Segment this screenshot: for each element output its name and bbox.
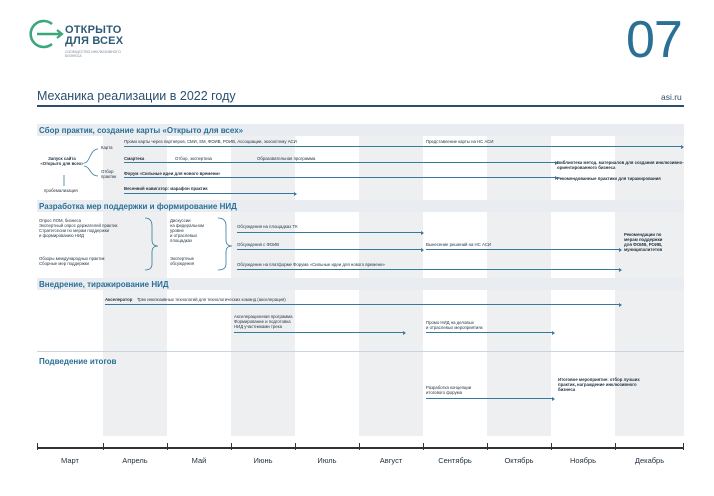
smartek-label: Смартека [124, 156, 145, 161]
final-line1: Итоговое мероприятие: отбор лучших [558, 377, 640, 382]
promo-nid-arrow [426, 332, 553, 333]
s2-col1-line1: Опрос ЛОМ, бизнеса [39, 218, 82, 223]
s2-col2-line3: уровне [170, 228, 184, 233]
axis-tick [487, 443, 488, 450]
accelerator-label: Акселератор [105, 297, 133, 302]
edu-program-text: Образовательная программа [257, 156, 316, 161]
logo-line2: ДЛЯ ВСЕХ [65, 35, 124, 47]
problematization-label: пробемализация [44, 188, 78, 193]
program-line1: Акселерационная программа [234, 314, 293, 319]
karta-label: Карта [101, 145, 113, 150]
month-label: Октябрь [504, 456, 534, 465]
forum-platform-arrow [237, 269, 620, 270]
s2-col2b-line1: Экспертные [170, 256, 194, 261]
recommended-practices-text: Рекомендованные практики для тиражирования [557, 176, 661, 181]
header-rule [37, 105, 684, 107]
axis-tick [37, 443, 38, 450]
section-title-3: Внедрение, тиражирование НИД [39, 280, 169, 289]
page-number: 07 [626, 11, 682, 69]
axis-tick [359, 443, 360, 450]
vynesenie-arrow [426, 249, 620, 250]
s2-col1-line4: и формированию НИД [39, 233, 84, 238]
s2-col2-line5: площадках [170, 238, 193, 243]
month-label: Март [61, 456, 79, 465]
promo-nid-line2: и отраслевых мероприятиях [426, 325, 483, 330]
forum-arrow [124, 177, 556, 178]
timeline-axis [37, 447, 684, 449]
tk-discussions-arrow [237, 232, 422, 233]
site-link[interactable]: asi.ru [661, 92, 682, 102]
forum-text: Форум «Сильные идеи для нового времени» [124, 171, 221, 176]
spring-navigator-text: Весенний навигатор: марафон практик [124, 186, 208, 191]
section-title-1: Сбор практик, создание карты «Открыто для всех» [39, 126, 244, 135]
axis-tick [231, 443, 232, 450]
axis-tick [167, 443, 168, 450]
section-title-4: Подведение итогов [39, 357, 117, 366]
foiv-discussions-arrow [237, 249, 422, 250]
logo-line1: ОТКРЫТО [65, 24, 122, 36]
present-map-text: Представление карты на НС АСИ [426, 139, 494, 144]
s2-col2-line4: и отраслевых [170, 233, 198, 238]
axis-tick [103, 443, 104, 450]
final-line3: бизнеса [558, 387, 576, 392]
smartek-arrow [124, 162, 556, 163]
recs-line1: Рекомендации по [624, 232, 662, 237]
recs-line3: для ФОИВ, РОИВ, [624, 242, 663, 247]
otbor-praktik-label: Отбор практик [101, 169, 117, 179]
foiv-discussions-text: Обсуждения с ФОИВ [237, 242, 280, 247]
concept-line2: итогового форума [426, 390, 462, 395]
month-label: Август [379, 456, 403, 465]
promo-map-text: Промо карты через партнёров, СМИ, SM, ФОИВ, РОИВ, Ассоциации, экосистему АСИ [124, 139, 297, 144]
promo-nid-line1: Промо НИД на деловых [426, 320, 474, 325]
accelerator-text: Трек инклюзивных технологий для технологических команд (акселерация) [137, 297, 286, 302]
recs-line2: мерам поддержки [624, 237, 663, 242]
tk-discussions-text: Обсуждения на площадках ТК [237, 224, 298, 229]
axis-tick [423, 443, 424, 450]
selection-expertise-text: Отбор, экспертиза [175, 156, 212, 161]
axis-tick [551, 443, 552, 450]
s2-col1-line2: Экспертный опрос держателей практик [39, 223, 118, 228]
section-title-2: Разработка мер поддержки и формирование НИД [39, 202, 237, 211]
s2-col2-line1: Дискуссии [170, 218, 191, 223]
program-line3: НИД участниками трека [234, 324, 282, 329]
s2-col1-line3: Стратегсесии по мерам поддержки [39, 228, 109, 233]
logo-subtitle: СООБЩЕСТВО ИНКЛЮЗИВНОГО БИЗНЕСА [65, 50, 121, 58]
axis-tick [295, 443, 296, 450]
axis-tick [615, 443, 616, 450]
promo-map-arrow [124, 146, 682, 147]
concept-line1: Разработка концепции [426, 385, 472, 390]
month-label: Сентябрь [438, 456, 472, 465]
axis-tick [683, 443, 684, 450]
s2-col1b-line1: Обзоры международных практик [39, 256, 105, 261]
program-arrow [234, 332, 404, 333]
month-label: Июнь [253, 456, 273, 465]
concept-arrow [426, 398, 553, 399]
s2-col2-line2: на федеральном [170, 223, 204, 228]
s2-col2b-line2: обсуждения [170, 261, 195, 266]
accelerator-arrow [105, 304, 620, 305]
month-label: Декабрь [634, 456, 665, 465]
recs-line4: муниципалитетов [624, 247, 663, 252]
library-text: Библиотека метод. материалов для создания инклюзивно-ориентированного бизнеса [557, 160, 684, 170]
launch-site-label: Запуск сайта «Открыто для всех» [40, 156, 84, 166]
forum-platform-text: Обсуждение на платформе Форума «Сильные идеи для нового времени» [237, 262, 385, 267]
program-line2: Формирование и подготовка [234, 319, 291, 324]
vynesenie-text: Вынесение решений на НС АСИ [426, 242, 491, 247]
final-line2: практик, награждение инклюзивного [558, 382, 637, 387]
section-divider [37, 351, 684, 352]
month-label: Апрель [122, 456, 148, 465]
month-label: Июль [317, 456, 337, 465]
month-label: Май [191, 456, 207, 465]
month-label: Ноябрь [569, 456, 597, 465]
spring-navigator-arrow [124, 193, 295, 194]
page-title: Механика реализации в 2022 году [37, 89, 236, 103]
s2-col1b-line2: Сборные мер поддержки [39, 261, 89, 266]
